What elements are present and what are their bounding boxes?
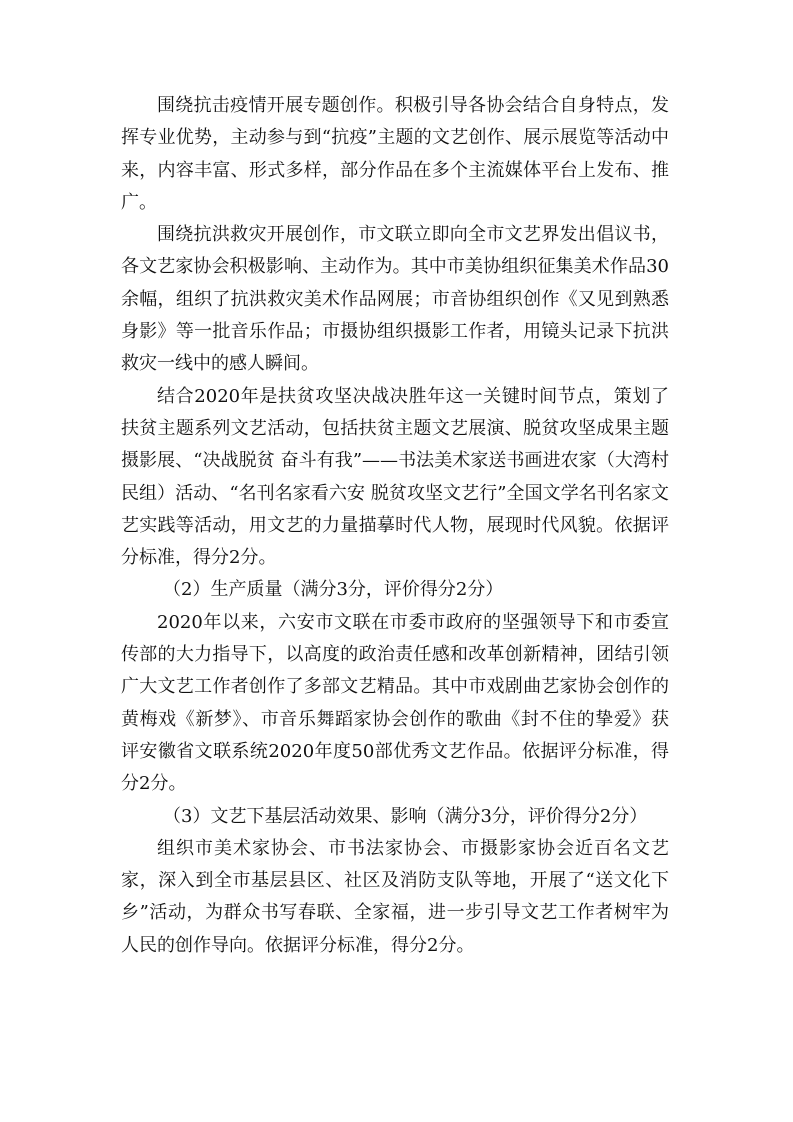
paragraph-flood-relief: 围绕抗洪救灾开展创作，市文联立即向全市文艺界发出倡议书，各文艺家协会积极影响、主动作为。其中市美协组织征集美术作品30余幅，组织了抗洪救灾美术作品网展；市音协组织创作《又见到熟悉身影》等一批音乐作品；市摄协组织摄影工作者，用镜头记录下抗洪救灾一线中的感人瞬间。 (121, 224, 669, 375)
document-body (121, 90, 669, 962)
paragraph-production-quality: 2020年以来，六安市文联在市委市政府的坚强领导下和市委宣传部的大力指导下，以高度的政治责任感和改革创新精神，团结引领广大文艺工作者创作了多部文艺精品。其中市戏剧曲艺家协会创作的黄梅戏《新梦》、市音乐舞蹈家协会创作的歌曲《封不住的挚爱》获评安徽省文联系统2020年度50部优秀文艺作品。依据评分标准，得分2分。 (121, 611, 669, 795)
paragraph-grassroots-activities: 组织市美术家协会、市书法家协会、市摄影家协会近百名文艺家，深入到全市基层县区、社区及消防支队等地，开展了“送文化下乡”活动，为群众书写春联、全家福，进一步引导文艺工作者树牢为人民的创作导向。依据评分标准，得分2分。 (121, 837, 669, 956)
paragraph-anti-epidemic: 围绕抗击疫情开展专题创作。积极引导各协会结合自身特点，发挥专业优势，主动参与到“抗疫”主题的文艺创作、展示展览等活动中来，内容丰富、形式多样，部分作品在多个主流媒体平台上发布、推广。 (121, 95, 669, 213)
section-heading-production-quality: （2）生产质量（满分3分，评价得分2分） (163, 579, 504, 601)
paragraph-poverty-alleviation: 结合2020年是扶贫攻坚决战决胜年这一关键时间节点，策划了扶贫主题系列文艺活动，包括扶贫主题文艺展演、脱贫攻坚成果主题摄影展、“决战脱贫 奋斗有我”——书法美术家送书画进农家（大湾村民组）活动、“名刊名家看六安 脱贫攻坚文艺行”全国文学名刊名家文艺实践等活动，用文艺的力量描摹时代人物，展现时代风貌。依据评分标准，得分2分。 (121, 385, 669, 569)
section-heading-grassroots-activities: （3）文艺下基层活动效果、影响（满分3分，评价得分2分） (163, 805, 648, 827)
